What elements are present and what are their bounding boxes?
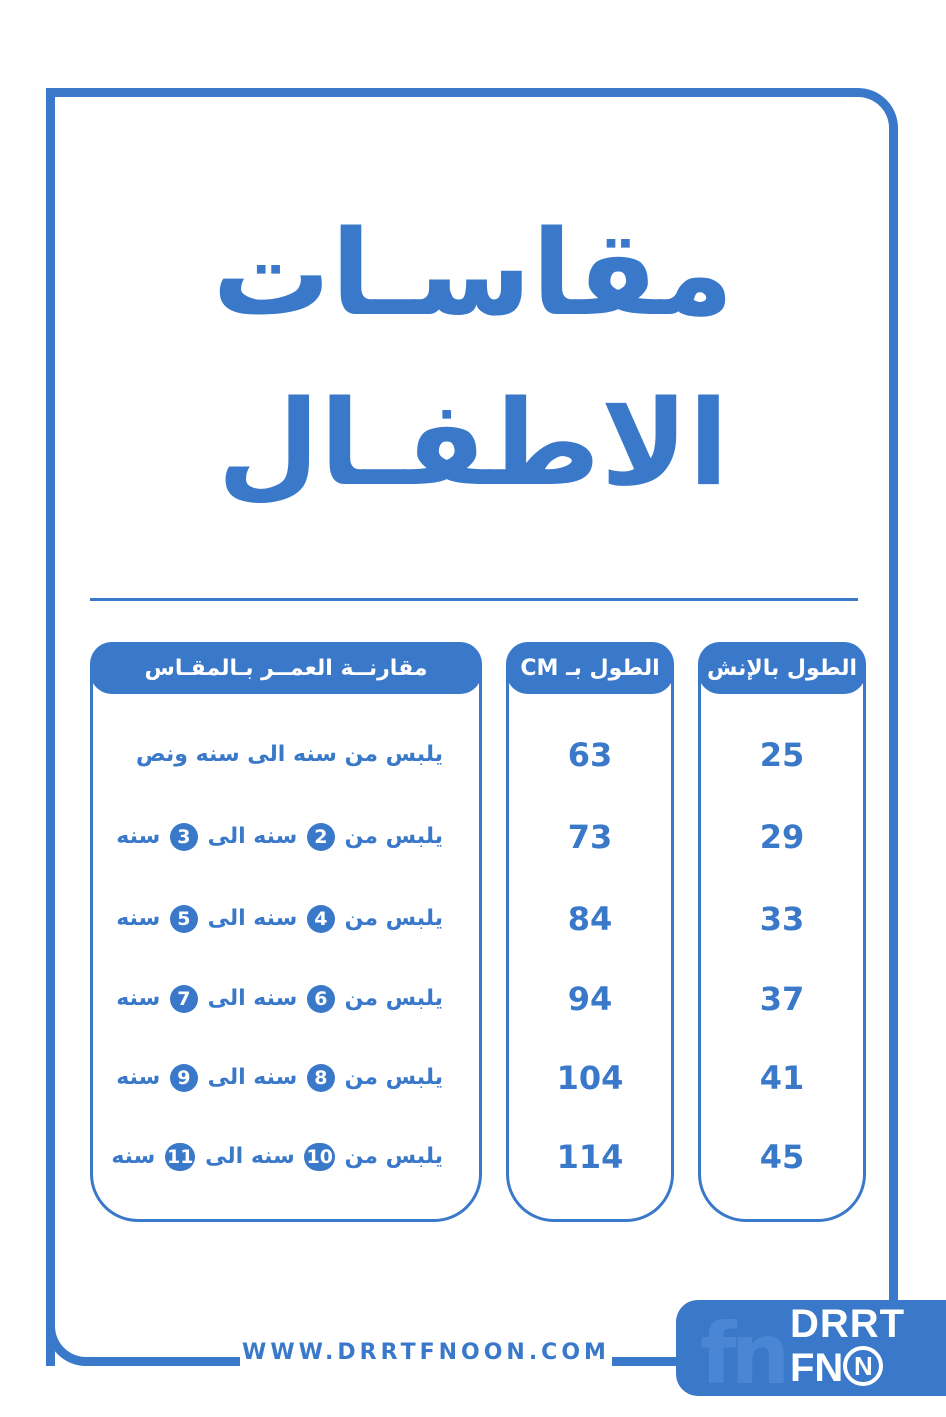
frame-bottom-line [84,1357,240,1366]
age-row-prefix: يلبس من [344,906,443,931]
logo-circle-n: N [843,1346,883,1386]
inch-value: 25 [759,736,805,774]
inch-value: 41 [759,1059,805,1097]
cm-value: 73 [567,818,613,856]
cm-column [506,642,674,1222]
age-from-badge: 10 [304,1143,334,1171]
inch-value: 33 [759,900,805,938]
age-column-header: مقارنــة العمــر بـالمقـاس [90,642,482,694]
age-from-badge: 8 [307,1064,335,1092]
age-row [113,1139,443,1175]
inch-value: 37 [759,980,805,1018]
age-row-text: يلبس من سنه الى سنه ونص [136,742,443,767]
website-url: WWW.DRRTFNOON.COM [242,1340,610,1365]
age-row [113,981,443,1017]
age-row-mid: سنه الى [207,986,298,1011]
age-row-suffix: سنه [116,906,161,931]
logo-text-fn: FN [790,1346,844,1390]
logo-watermark: fn [700,1305,785,1403]
logo-text-bottom [790,1346,883,1390]
page-title-line1: مقاسـات [212,204,734,342]
age-row-suffix: سنه [116,1065,161,1090]
cm-value: 104 [556,1059,624,1097]
age-to-badge: 9 [170,1064,198,1092]
age-row-prefix: يلبس من [344,1065,443,1090]
age-row-suffix: سنه [111,1144,156,1169]
age-column [90,642,482,1222]
age-row-prefix: يلبس من [344,1144,443,1169]
age-from-badge: 4 [307,905,335,933]
age-row [113,1060,443,1096]
cm-value: 114 [556,1138,624,1176]
age-row-mid: سنه الى [207,906,298,931]
age-from-badge: 2 [307,823,335,851]
age-to-badge: 7 [170,985,198,1013]
cm-column-header: الطول بـ CM [506,642,674,694]
inch-column-header: الطول بالإنش [698,642,866,694]
logo-text-top: DRRT [790,1302,906,1346]
age-to-badge: 11 [165,1143,195,1171]
age-to-badge: 3 [170,823,198,851]
page-title-line2: الاطفـال [217,374,729,512]
age-row-prefix: يلبس من [344,986,443,1011]
age-to-badge: 5 [170,905,198,933]
inch-value: 29 [759,818,805,856]
age-row-mid: سنه الى [207,1065,298,1090]
cm-value: 63 [567,736,613,774]
age-from-badge: 6 [307,985,335,1013]
age-row-prefix: يلبس من [344,824,443,849]
age-row [113,819,443,855]
frame-bottom-line [612,1357,682,1366]
inch-column [698,642,866,1222]
age-row-suffix: سنه [116,986,161,1011]
divider [90,598,858,601]
age-row [113,901,443,937]
age-row-mid: سنه الى [205,1144,295,1169]
cm-value: 84 [567,900,613,938]
age-row-suffix: سنه [116,824,161,849]
age-row [113,737,443,773]
inch-value: 45 [759,1138,805,1176]
cm-value: 94 [567,980,613,1018]
age-row-mid: سنه الى [207,824,298,849]
